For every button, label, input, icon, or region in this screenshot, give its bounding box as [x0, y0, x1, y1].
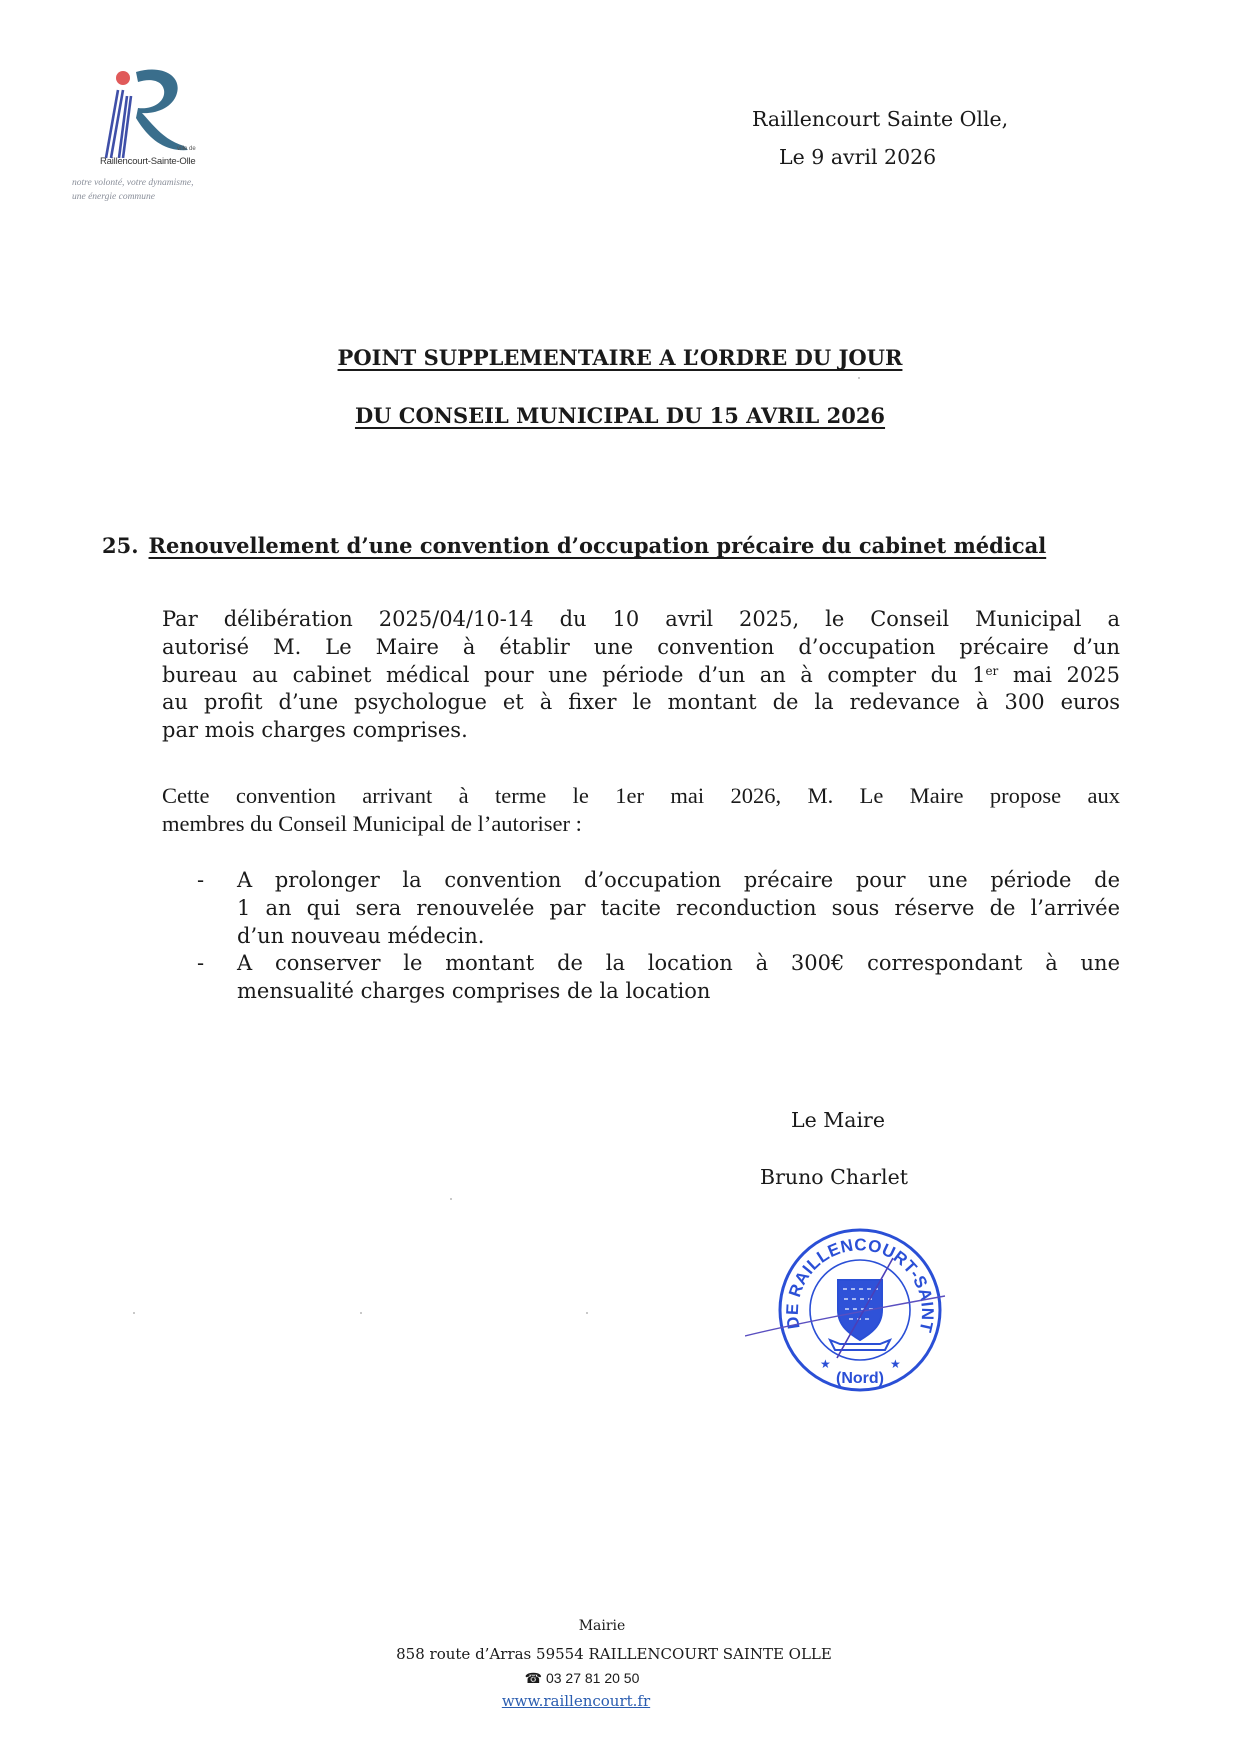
- logo-tagline-line2: une énergie commune: [72, 192, 156, 202]
- list-item-line: 1 an qui sera renouvelée par tacite reconduction sous réserve de l’arrivée: [237, 895, 1120, 920]
- paragraph-line: [162, 662, 1120, 690]
- proposal-list: [195, 867, 1120, 1006]
- stamp-text: DE RAILLENCOURT-SAINT: [782, 1235, 938, 1335]
- list-item-line: A prolonger la convention d’occupation précaire pour une période de: [237, 868, 1120, 892]
- logo-ville-de: ville de: [177, 146, 196, 152]
- mairie-seal-icon: [745, 1218, 975, 1398]
- paragraph-line: autorisé M. Le Maire à établir une convention d’occupation précaire d’un: [162, 634, 1120, 659]
- letter-place: Raillencourt Sainte Olle,: [752, 107, 1009, 131]
- telephone-icon: ☎: [524, 1670, 543, 1686]
- svg-text:★: ★: [820, 1357, 831, 1371]
- footer-website-link[interactable]: www.raillencourt.fr: [501, 1692, 651, 1710]
- document-title-line1: POINT SUPPLEMENTAIRE A L’ORDRE DU JOUR: [337, 345, 903, 370]
- list-item: [195, 950, 1120, 1006]
- list-item-line: A conserver le montant de la location à 300€ correspondant à une: [237, 951, 1120, 976]
- municipality-logo: [72, 58, 262, 218]
- bullet-dash: -: [197, 951, 205, 976]
- logo-tagline-line1: notre volonté, votre dynamisme,: [72, 178, 194, 188]
- scan-speck: [133, 1312, 135, 1314]
- list-item: [195, 867, 1120, 950]
- paragraph-line: au profit d’une psychologue et à fixer le montant de la redevance à 300 euros: [162, 690, 1120, 715]
- logo-city-name: Raillencourt-Sainte-Olle: [100, 156, 196, 167]
- paragraph-line: Par délibération 2025/04/10-14 du 10 avril 2025, le Conseil Municipal a: [162, 607, 1120, 631]
- official-stamp: [745, 1218, 975, 1398]
- list-item-line: mensualité charges comprises de la location: [237, 979, 711, 1004]
- stamp-bottom-text: (Nord): [836, 1370, 884, 1387]
- footer-address: 858 route d’Arras 59554 RAILLENCOURT SAINTE OLLE: [396, 1645, 832, 1663]
- signer-name: Bruno Charlet: [760, 1165, 908, 1189]
- agenda-item-heading: [102, 533, 1046, 558]
- scan-speck: [450, 1198, 452, 1200]
- svg-text:★: ★: [890, 1357, 901, 1371]
- agenda-item-title: Renouvellement d’une convention d’occupation précaire du cabinet médical: [148, 533, 1047, 558]
- letter-date: Le 9 avril 2026: [779, 145, 937, 169]
- list-item-line: d’un nouveau médecin.: [237, 923, 485, 948]
- paragraph-line-text: bureau au cabinet médical pour une période d’un an à compter du 1: [162, 662, 986, 687]
- paragraph-line: par mois charges comprises.: [162, 718, 468, 743]
- footer-phone-number: 03 27 81 20 50: [545, 1670, 640, 1686]
- signer-title: Le Maire: [791, 1108, 885, 1132]
- paragraph-proposal: [162, 782, 1120, 838]
- scan-speck: [586, 1312, 588, 1314]
- footer-phone: [0, 1670, 1202, 1687]
- paragraph-line: membres du Conseil Municipal de l’autoriser :: [162, 811, 582, 836]
- ordinal-superscript: er: [985, 663, 999, 678]
- document-title-line2: DU CONSEIL MUNICIPAL DU 15 AVRIL 2026: [354, 403, 886, 428]
- paragraph-line: Cette convention arrivant à terme le 1er mai 2026, M. Le Maire propose aux: [162, 783, 1120, 808]
- bullet-dash: -: [197, 868, 205, 892]
- paragraph-line-text: mai 2025: [998, 662, 1120, 687]
- paragraph-deliberation: [162, 606, 1120, 745]
- footer-mairie: Mairie: [578, 1618, 626, 1634]
- agenda-item-number: 25.: [102, 533, 139, 558]
- scan-speck: [360, 1312, 362, 1314]
- scan-speck: [858, 377, 860, 379]
